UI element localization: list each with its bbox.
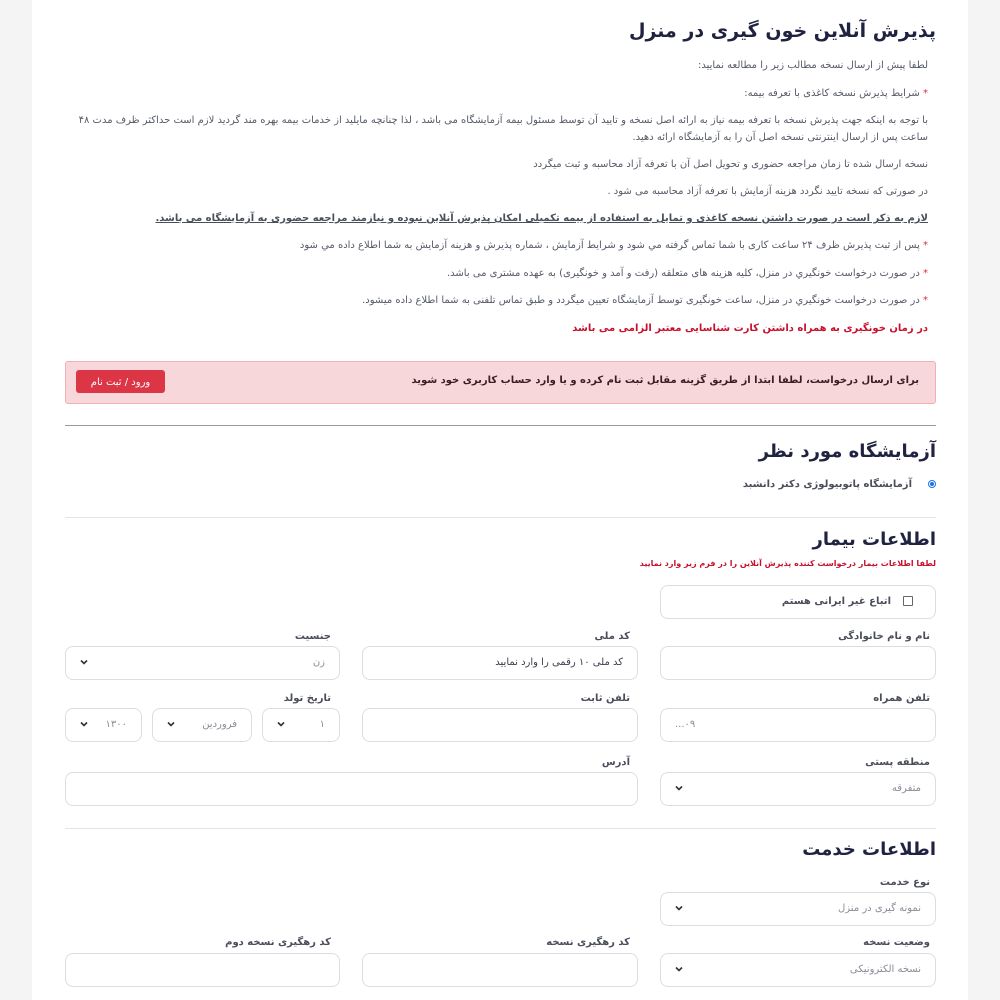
login-register-button[interactable]: ورود / ثبت نام	[76, 370, 165, 393]
divider	[65, 517, 936, 518]
paragraph-4-notice: لازم به ذکر است در صورت داشتن نسخه کاغذی و تمایل به استفاده از بیمه تکمیلی امکان پذیرش آنلاین نبوده و نیازمند مراجعه حضوری به آزمایشگاه می باشد.	[155, 213, 928, 224]
service-type-label: نوع خدمت	[879, 877, 930, 888]
birth-date-label: تاریخ تولد	[283, 693, 331, 704]
chevron-down-icon	[78, 656, 90, 668]
full-name-label: نام و نام خانوادگی	[838, 631, 930, 642]
full-name-input[interactable]	[660, 646, 936, 680]
postal-zone-label: منطقه پستی	[865, 757, 930, 768]
foreign-checkbox-label: اتباع غیر ایرانی هستم	[781, 596, 891, 607]
service-type-value: نمونه گیری در منزل	[838, 903, 921, 914]
prescription-status-select[interactable]	[660, 953, 936, 987]
service-heading: اطلاعات خدمت	[802, 839, 936, 860]
bullet-3	[362, 293, 928, 309]
birth-year-value: ۱۳۰۰	[105, 719, 127, 730]
mobile-input[interactable]	[660, 708, 936, 742]
intro-text: لطفا پیش از ارسال نسخه مطالب زیر را مطالعه نمایید:	[697, 60, 928, 71]
divider	[65, 828, 936, 829]
bullet-mark: *	[923, 268, 928, 279]
address-label: آدرس	[601, 757, 630, 768]
prescription-status-label: وضعیت نسخه	[863, 937, 930, 948]
bullet-mark: *	[923, 88, 928, 99]
patient-note: لطفا اطلاعات بیمار درخواست کننده پذیرش آنلاین را در فرم زیر وارد نمایید	[639, 559, 936, 568]
form-card	[32, 0, 968, 1000]
phone-label: تلفن ثابت	[580, 693, 630, 704]
chevron-down-icon	[673, 963, 685, 975]
foreign-checkbox-box[interactable]	[660, 585, 936, 619]
national-id-input[interactable]	[362, 646, 638, 680]
lab-radio[interactable]	[928, 480, 936, 488]
chevron-down-icon	[275, 718, 287, 730]
insurance-title	[744, 86, 928, 102]
service-type-select[interactable]	[660, 892, 936, 926]
mobile-placeholder: ۰۹...	[675, 719, 696, 730]
tracking-code-label: کد رهگیری نسخه	[546, 937, 630, 948]
address-input[interactable]	[65, 772, 638, 806]
paragraph-2: نسخه ارسال شده تا زمان مراجعه حضوری و تحویل اصل آن با تعرفه آزاد محاسبه و ثبت میگردد	[533, 159, 928, 170]
national-id-placeholder: کد ملی ۱۰ رقمی را وارد نمایید	[495, 657, 623, 668]
login-alert	[65, 361, 936, 404]
chevron-down-icon	[673, 902, 685, 914]
divider	[65, 425, 936, 426]
postal-zone-value: متفرقه	[891, 783, 921, 794]
lab-option-label[interactable]: آزمایشگاه پاتوبیولوژی دکتر دانشبد	[742, 479, 912, 490]
bullet-1-text: پس از ثبت پذیرش ظرف ۲۴ ساعت کاری با شما تماس گرفته مي شود و شرايط آزمايش ، شماره پذیرش و هزینه آزمایش به شما اطلاع داده مي شود	[299, 240, 920, 251]
paragraph-3: در صورتی که نسخه تایید نگردد هزینه آزمایش با تعرفه آزاد محاسبه می شود .	[607, 186, 928, 197]
bullet-mark: *	[923, 295, 928, 306]
insurance-title-text: شرایط پذیرش نسخه کاغذی با تعرفه بیمه:	[744, 88, 920, 99]
chevron-down-icon	[165, 718, 177, 730]
paragraph-1-line-2: ساعت پس از ارسال اینترنتی نسخه اصل آن را به آزمایشگاه ارائه دهید.	[632, 132, 928, 143]
phone-input[interactable]	[362, 708, 638, 742]
gender-value: زن	[312, 657, 325, 668]
birth-year-select[interactable]	[65, 708, 142, 742]
lab-heading: آزمایشگاه مورد نظر	[758, 441, 936, 462]
chevron-down-icon	[78, 718, 90, 730]
patient-heading: اطلاعات بیمار	[812, 529, 936, 550]
bullet-2	[447, 266, 928, 282]
bullet-1	[300, 238, 928, 254]
bullet-3-text: در صورت درخواست خونگيري در منزل، ساعت خونگیری توسط آزمایشگاه تعیین میگردد و طبق تماس تلفنی به شما اطلاع داده میشود.	[362, 295, 920, 306]
chevron-down-icon	[673, 782, 685, 794]
bullet-2-text: در صورت درخواست خونگيري در منزل، کلیه هزینه های متعلقه (رفت و آمد و خونگیری) به عهده مشتری می باشد.	[447, 268, 920, 279]
birth-day-select[interactable]	[262, 708, 340, 742]
page-title: پذیرش آنلاین خون گیری در منزل	[628, 20, 936, 42]
birth-month-value: فروردین	[202, 719, 237, 730]
bullet-mark: *	[923, 240, 928, 251]
id-card-notice: در زمان خونگیری به همراه داشتن کارت شناسایی معتبر الزامی می باشد	[572, 323, 928, 334]
mobile-label: تلفن همراه	[873, 693, 930, 704]
foreign-checkbox[interactable]	[903, 596, 913, 606]
second-tracking-code-label: کد رهگیری نسخه دوم	[225, 937, 331, 948]
gender-label: جنسیت	[294, 631, 331, 642]
second-tracking-code-input[interactable]	[65, 953, 340, 987]
tracking-code-input[interactable]	[362, 953, 638, 987]
prescription-status-value: نسخه الکترونیکی	[849, 964, 921, 975]
alert-message: برای ارسال درخواست، لطفا ابتدا از طریق گزینه مقابل ثبت نام کرده و یا وارد حساب کاربری خود شوید	[411, 375, 919, 386]
postal-zone-select[interactable]	[660, 772, 936, 806]
gender-select[interactable]	[65, 646, 340, 680]
national-id-label: کد ملی	[594, 631, 630, 642]
paragraph-1-line-1: با توجه به اینکه جهت پذیرش نسخه با تعرفه بیمه نیاز به ارائه اصل نسخه و تایید آن توسط مسئول بیمه آزمایشگاه می باشد ، لذا چنانچه مایلید از خدمات بیمه بهره مند گردید لازم است حداکثر ظرف مدت ۴۸	[78, 115, 928, 126]
birth-day-value: ۱	[319, 719, 325, 730]
birth-month-select[interactable]	[152, 708, 252, 742]
